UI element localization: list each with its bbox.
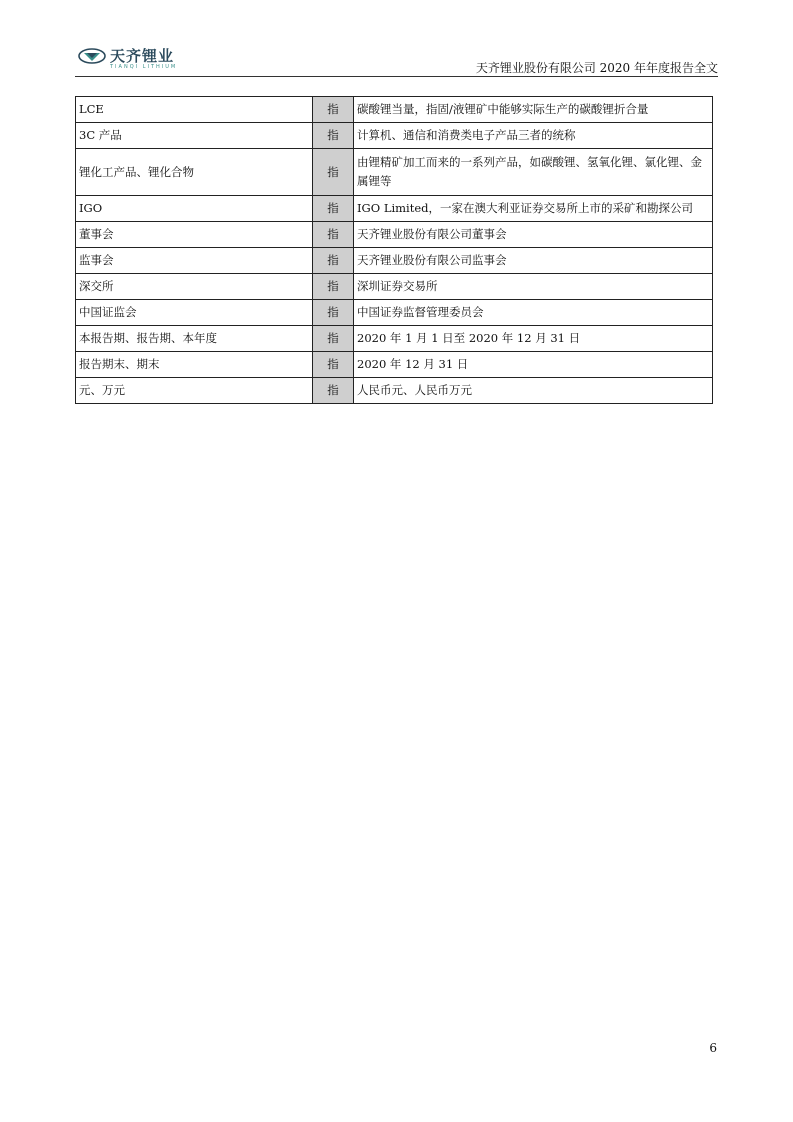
table-row xyxy=(76,274,713,300)
logo-subtext: TIANQI LITHIUM xyxy=(110,64,178,70)
definitions-table xyxy=(75,96,713,404)
mid-cell: 指 xyxy=(313,274,354,300)
table-row xyxy=(76,378,713,404)
term-cell: 监事会 xyxy=(76,248,313,274)
term-cell: 报告期末、期末 xyxy=(76,352,313,378)
term-cell: 元、万元 xyxy=(76,378,313,404)
logo-mark-icon xyxy=(78,47,106,65)
definition-cell: 计算机、通信和消费类电子产品三者的统称 xyxy=(354,123,713,149)
definition-cell: 碳酸锂当量，指固/液锂矿中能够实际生产的碳酸锂折合量 xyxy=(354,97,713,123)
term-cell: 深交所 xyxy=(76,274,313,300)
table-row xyxy=(76,222,713,248)
definition-cell: 深圳证券交易所 xyxy=(354,274,713,300)
table-row xyxy=(76,352,713,378)
company-logo xyxy=(78,45,198,71)
table-row xyxy=(76,149,713,196)
document-header-title: 天齐锂业股份有限公司 2020 年年度报告全文 xyxy=(475,61,718,75)
mid-cell: 指 xyxy=(313,352,354,378)
definition-cell: 2020 年 1 月 1 日至 2020 年 12 月 31 日 xyxy=(354,326,713,352)
mid-cell: 指 xyxy=(313,97,354,123)
term-cell: 锂化工产品、锂化合物 xyxy=(76,149,313,196)
mid-cell: 指 xyxy=(313,196,354,222)
definition-cell: 由锂精矿加工而来的一系列产品，如碳酸锂、氢氧化锂、氯化锂、金属锂等 xyxy=(354,149,713,196)
term-cell: 中国证监会 xyxy=(76,300,313,326)
page-number: 6 xyxy=(709,1041,717,1055)
term-cell: 本报告期、报告期、本年度 xyxy=(76,326,313,352)
definition-cell: 天齐锂业股份有限公司董事会 xyxy=(354,222,713,248)
table-row xyxy=(76,300,713,326)
definition-cell: 人民币元、人民币万元 xyxy=(354,378,713,404)
definition-cell: IGO Limited，一家在澳大利亚证券交易所上市的采矿和勘探公司 xyxy=(354,196,713,222)
definition-cell: 中国证券监督管理委员会 xyxy=(354,300,713,326)
mid-cell: 指 xyxy=(313,222,354,248)
term-cell: IGO xyxy=(76,196,313,222)
definition-cell: 2020 年 12 月 31 日 xyxy=(354,352,713,378)
definition-cell: 天齐锂业股份有限公司监事会 xyxy=(354,248,713,274)
mid-cell: 指 xyxy=(313,326,354,352)
mid-cell: 指 xyxy=(313,149,354,196)
table-row xyxy=(76,326,713,352)
term-cell: LCE xyxy=(76,97,313,123)
mid-cell: 指 xyxy=(313,248,354,274)
header-divider xyxy=(75,76,718,77)
mid-cell: 指 xyxy=(313,300,354,326)
term-cell: 3C 产品 xyxy=(76,123,313,149)
table-row xyxy=(76,97,713,123)
table-row xyxy=(76,123,713,149)
logo-text: 天齐锂业 xyxy=(110,47,175,65)
table-row xyxy=(76,248,713,274)
table-row xyxy=(76,196,713,222)
term-cell: 董事会 xyxy=(76,222,313,248)
mid-cell: 指 xyxy=(313,378,354,404)
mid-cell: 指 xyxy=(313,123,354,149)
